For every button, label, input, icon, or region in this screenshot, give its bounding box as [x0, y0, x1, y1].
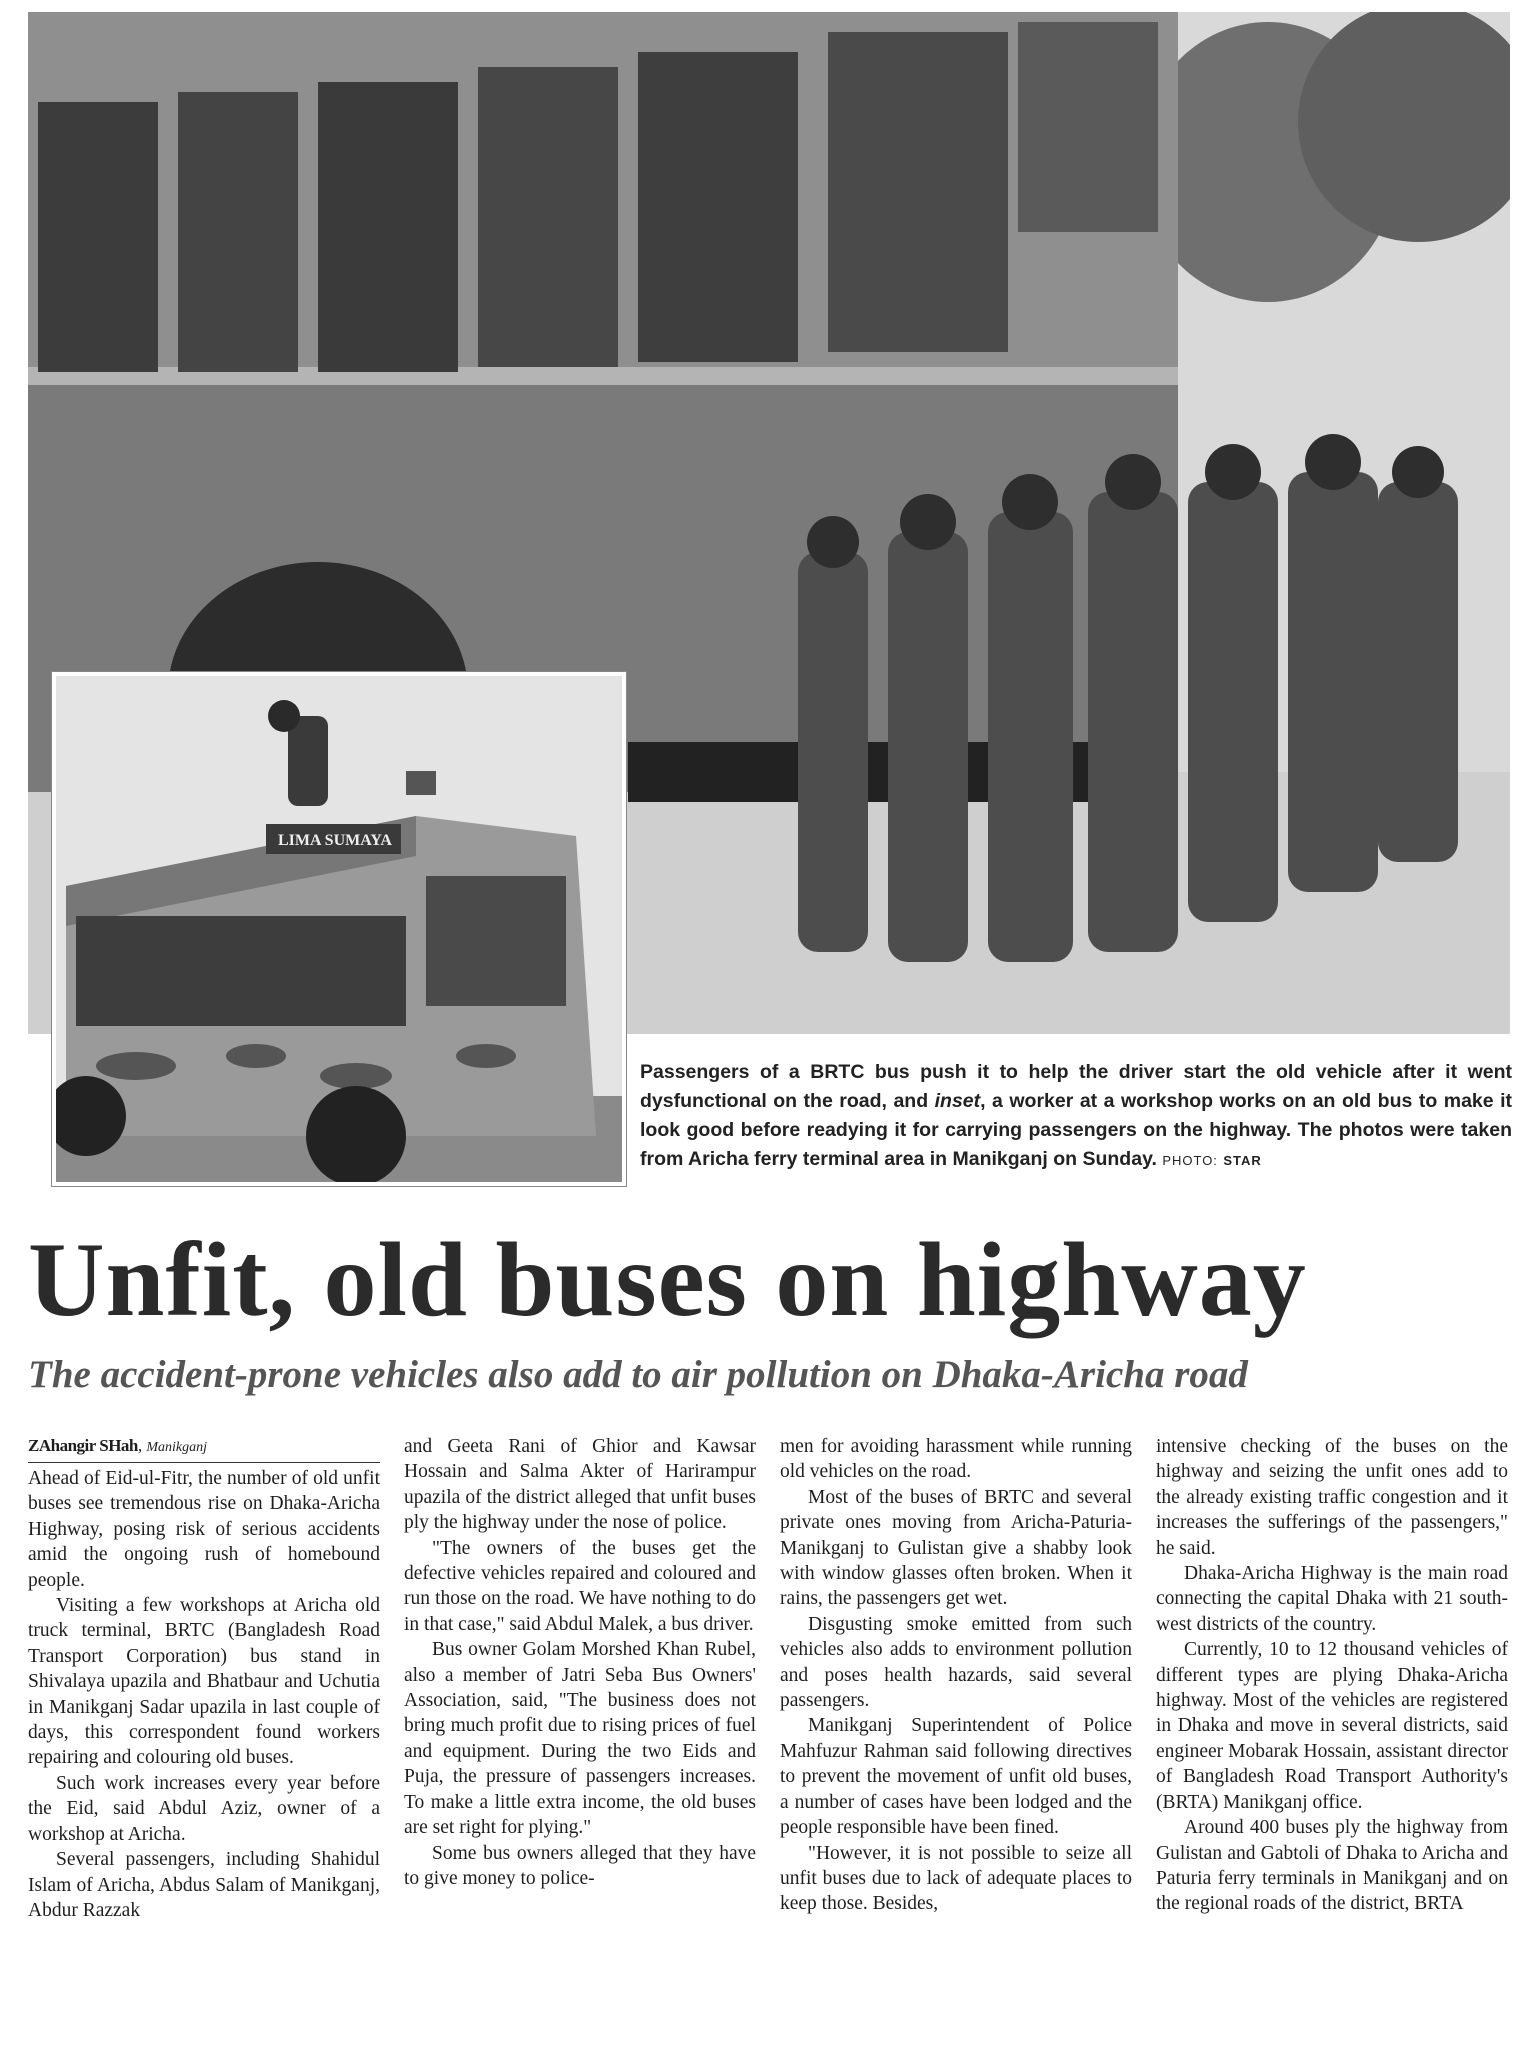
photo-credit-name: STAR [1223, 1153, 1262, 1168]
article-column-4 [1156, 1434, 1508, 1917]
article-column-1 [28, 1466, 380, 1923]
paragraph: Several passengers, including Shahidul Islam of Aricha, Abdus Salam of Manikganj, Abdur Razzak [28, 1849, 380, 1921]
paragraph: Currently, 10 to 12 thousand vehicles of different types are plying Dhaka-Aricha highway. Most of the vehicles are registered in Dhaka and move in several districts, said engineer Mobarak Hossain, assistant director of Bangladesh Road Transport Authority's (BRTA) Manikganj office. [1156, 1639, 1508, 1813]
caption-inset-word: inset [934, 1090, 981, 1112]
paragraph: and Geeta Rani of Ghior and Kawsar Hossain and Salma Akter of Harirampur upazila of the district alleged that unfit buses ply the highway under the nose of police. [404, 1436, 756, 1534]
paragraph: men for avoiding harassment while running old vehicles on the road. [780, 1436, 1132, 1483]
old-bus-illustration [56, 676, 622, 1182]
subheadline: The accident-prone vehicles also add to air pollution on Dhaka-Aricha road [28, 1353, 1248, 1396]
bus-sign-text: LIMA SUMAYA [278, 832, 392, 849]
paragraph: Dhaka-Aricha Highway is the main road connecting the capital Dhaka with 21 south-west districts of the country. [1156, 1563, 1508, 1635]
paragraph: Such work increases every year before the Eid, said Abdul Aziz, owner of a workshop at Aricha. [28, 1772, 380, 1845]
caption-text-after: , a worker at a workshop works on an old bus to make it look good before readying it for carrying passengers on the highway. The photos were taken from Aricha ferry terminal area in Manikganj on Sunday. [640, 1090, 1513, 1170]
article-column-2 [404, 1434, 756, 1891]
paragraph: Visiting a few workshops at Aricha old truck terminal, BRTC (Bangladesh Road Transport Corporation) bus stand in Shivalaya upazila and Bhatbaur and Uchutia in Manikganj Sadar upazila in last couple of days, this correspondent found workers repairing and colouring old buses. [28, 1595, 380, 1769]
caption-text: Passengers of a BRTC bus push it to help the driver start the old vehicle after it went dysfunctional on the road, and [640, 1061, 1512, 1112]
byline-name: ZAhangir SHah [28, 1436, 138, 1455]
article-column-3 [780, 1434, 1132, 1917]
paragraph: "However, it is not possible to seize all unfit buses due to lack of adequate places to keep those. Besides, [780, 1842, 1132, 1915]
headline: Unfit, old buses on highway [28, 1221, 1307, 1338]
byline: ZAhangir SHah, Manikganj [28, 1436, 208, 1455]
paragraph: "The owners of the buses get the defective vehicles repaired and coloured and run those on the road. We have nothing to do in that case," said Abdul Malek, a bus driver. [404, 1537, 756, 1635]
paragraph: Most of the buses of BRTC and several private ones moving from Aricha-Paturia-Manikganj to Gulistan give a shabby look with window glasses often broken. When it rains, the passengers get wet. [780, 1486, 1132, 1610]
inset-photo [52, 672, 626, 1186]
paragraph: Manikganj Superintendent of Police Mahfuzur Rahman said following directives to prevent the movement of unfit old buses, a number of cases have been lodged and the people responsible have been fined. [780, 1715, 1132, 1839]
byline-rule [28, 1462, 380, 1463]
paragraph: intensive checking of the buses on the highway and seizing the unfit ones add to the already existing traffic congestion and it increases the sufferings of the passengers," he said. [1156, 1436, 1508, 1559]
paragraph: Ahead of Eid-ul-Fitr, the number of old unfit buses see tremendous rise on Dhaka-Aricha Highway, posing risk of serious accidents amid the ongoing rush of homebound people. [28, 1468, 380, 1591]
paragraph: Around 400 buses ply the highway from Gulistan and Gabtoli of Dhaka to Aricha and Paturia ferry terminals in Manikganj and on the regional roads of the district, BRTA [1156, 1817, 1508, 1915]
photo-credit-label: PHOTO: [1162, 1153, 1218, 1168]
byline-place: Manikganj [146, 1440, 208, 1455]
photo-caption [640, 1058, 1512, 1175]
paragraph: Bus owner Golam Morshed Khan Rubel, also a member of Jatri Seba Bus Owners' Association, said, "The business does not bring much profit due to rising prices of fuel and equipment. During the two Eids and Puja, the pressure of passengers increases. To make a little extra income, the old buses are set right for plying." [404, 1639, 756, 1839]
paragraph: Some bus owners alleged that they have to give money to police- [404, 1842, 756, 1889]
paragraph: Disgusting smoke emitted from such vehicles also adds to environment pollution and poses health hazards, said several passengers. [780, 1613, 1132, 1712]
